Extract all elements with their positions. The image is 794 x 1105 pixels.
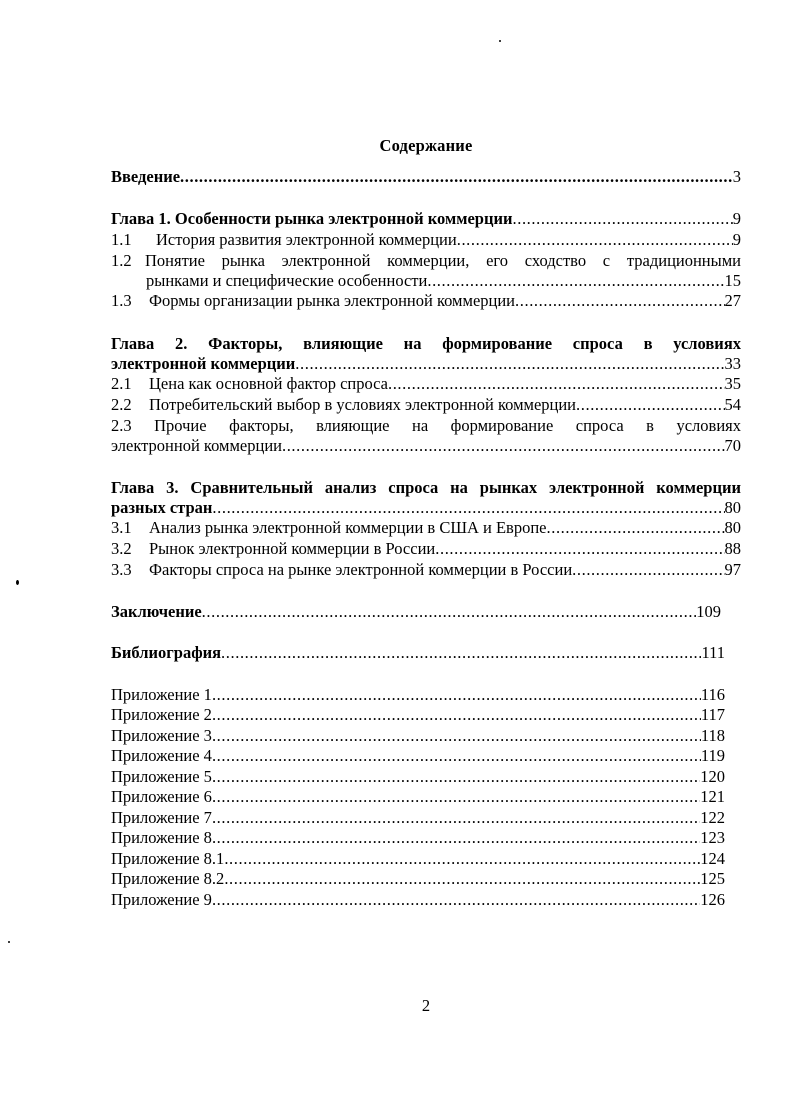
toc-section-1-2-line2[interactable] xyxy=(146,271,741,291)
dot-leader xyxy=(457,230,733,250)
toc-entry-page: 109 xyxy=(696,602,721,621)
page-title: Содержание xyxy=(379,136,473,155)
toc-appendix-1[interactable] xyxy=(111,685,725,705)
section-number: 1.2 xyxy=(111,251,132,270)
toc-appendix-8-2[interactable] xyxy=(111,869,725,889)
section-number: 3.3 xyxy=(111,560,132,579)
chapter-title-continued: разных стран xyxy=(111,498,213,517)
section-page: 54 xyxy=(724,395,741,414)
appendix-label: Приложение 5 xyxy=(111,767,212,786)
dot-leader xyxy=(212,685,701,705)
section-page: 27 xyxy=(724,291,741,310)
dot-leader xyxy=(180,167,733,187)
dot-leader xyxy=(576,395,724,415)
dot-leader xyxy=(221,643,701,663)
chapter-page: 80 xyxy=(724,498,741,517)
toc-chapter-3-line2[interactable] xyxy=(111,498,741,518)
dot-leader xyxy=(224,869,700,889)
toc-section-3-2[interactable] xyxy=(111,539,741,559)
section-label: Факторы спроса на рынке электронной коммерции в России xyxy=(149,560,573,579)
toc-section-2-2[interactable] xyxy=(111,395,741,415)
dot-leader xyxy=(212,705,701,725)
appendix-page: 119 xyxy=(700,746,725,765)
section-page: 35 xyxy=(724,374,741,393)
toc-section-1-1[interactable] xyxy=(111,230,741,250)
appendix-label: Приложение 9 xyxy=(111,890,212,909)
dot-leader xyxy=(212,767,700,787)
appendix-label: Приложение 8 xyxy=(111,828,212,847)
dot-leader xyxy=(212,890,700,910)
toc-appendix-7[interactable] xyxy=(111,808,725,828)
toc-entry-conclusion[interactable] xyxy=(111,602,721,622)
toc-appendix-6[interactable] xyxy=(111,787,725,807)
scan-speck xyxy=(8,941,10,943)
toc-section-1-3[interactable] xyxy=(111,291,741,311)
toc-entry-label: Заключение xyxy=(111,602,202,621)
toc-section-3-1[interactable] xyxy=(111,518,741,538)
section-page: 15 xyxy=(724,271,741,290)
chapter-page: 33 xyxy=(724,354,741,373)
toc-entry-label: Библиография xyxy=(111,643,222,662)
section-page: 9 xyxy=(732,230,741,249)
scan-speck xyxy=(499,40,501,42)
chapter-title-continued: электронной коммерции xyxy=(111,354,296,373)
section-label: Рынок электронной коммерции в России xyxy=(149,539,436,558)
section-label-continued: рынками и специфические особенности xyxy=(146,271,428,290)
toc-entry-bibliography[interactable] xyxy=(111,643,725,663)
appendix-page: 125 xyxy=(700,869,725,888)
appendix-page: 126 xyxy=(700,890,725,909)
toc-entry-page: 111 xyxy=(701,643,725,662)
toc-appendix-2[interactable] xyxy=(111,705,725,725)
section-number: 3.2 xyxy=(111,539,132,558)
toc-section-2-3-line2[interactable] xyxy=(111,436,741,456)
chapter-title: Глава 1. Особенности рынка электронной коммерции xyxy=(111,209,513,228)
toc-entry-label: Введение xyxy=(111,167,181,186)
toc-chapter-2-line2[interactable] xyxy=(111,354,741,374)
section-label: Анализ рынка электронной коммерции в США и Европе xyxy=(149,518,547,537)
toc-appendix-8-1[interactable] xyxy=(111,849,725,869)
dot-leader xyxy=(388,374,725,394)
section-number: 1.1 xyxy=(111,230,132,249)
appendix-label: Приложение 7 xyxy=(111,808,212,827)
appendix-label: Приложение 4 xyxy=(111,746,212,765)
section-label: Цена как основной фактор спроса xyxy=(149,374,388,393)
section-label: Потребительский выбор в условиях электронной коммерции xyxy=(149,395,577,414)
dot-leader xyxy=(572,560,724,580)
dot-leader xyxy=(212,726,701,746)
appendix-label: Приложение 3 xyxy=(111,726,212,745)
dot-leader xyxy=(427,271,724,291)
toc-chapter-3-line1[interactable]: Глава 3. Сравнительный анализ спроса на рынках электронной коммерции xyxy=(111,478,741,497)
section-page: 97 xyxy=(724,560,741,579)
toc-section-2-3-line1[interactable]: 2.3 Прочие факторы, влияющие на формирование спроса в условиях xyxy=(111,416,741,435)
dot-leader xyxy=(212,787,700,807)
appendix-page: 117 xyxy=(700,705,725,724)
appendix-label: Приложение 8.2 xyxy=(111,869,225,888)
section-page: 80 xyxy=(724,518,741,537)
appendix-label: Приложение 8.1 xyxy=(111,849,225,868)
dot-leader xyxy=(212,498,724,518)
toc-entry-intro[interactable] xyxy=(111,167,741,187)
appendix-label: Приложение 6 xyxy=(111,787,212,806)
dot-leader xyxy=(295,354,724,374)
toc-section-1-2-line1[interactable] xyxy=(111,251,741,271)
toc-chapter-1[interactable] xyxy=(111,209,741,229)
appendix-page: 116 xyxy=(700,685,725,704)
chapter-page: 9 xyxy=(732,209,741,228)
appendix-page: 120 xyxy=(700,767,725,786)
appendix-label: Приложение 1 xyxy=(111,685,212,704)
dot-leader xyxy=(513,209,733,229)
toc-appendix-8[interactable] xyxy=(111,828,725,848)
section-number: 1.3 xyxy=(111,291,132,310)
dot-leader xyxy=(515,291,724,311)
dot-leader xyxy=(547,518,725,538)
toc-appendix-4[interactable] xyxy=(111,746,725,766)
page-number: 2 xyxy=(421,996,431,1015)
dot-leader xyxy=(212,746,701,766)
dot-leader xyxy=(435,539,724,559)
appendix-page: 124 xyxy=(700,849,725,868)
toc-appendix-5[interactable] xyxy=(111,767,725,787)
dot-leader xyxy=(224,849,700,869)
dot-leader xyxy=(212,828,700,848)
section-number: 2.1 xyxy=(111,374,132,393)
section-number: 2.2 xyxy=(111,395,132,414)
toc-section-3-3[interactable] xyxy=(111,560,741,580)
toc-appendix-9[interactable] xyxy=(111,890,725,910)
scan-speck xyxy=(16,580,19,585)
section-label: История развития электронной коммерции xyxy=(156,230,457,249)
section-label: Формы организации рынка электронной коммерции xyxy=(149,291,516,310)
section-page: 70 xyxy=(724,436,741,455)
section-number: 3.1 xyxy=(111,518,132,537)
appendix-page: 123 xyxy=(700,828,725,847)
section-page: 88 xyxy=(724,539,741,558)
toc-chapter-2-line1[interactable]: Глава 2. Факторы, влияющие на формирование спроса в условиях xyxy=(111,334,741,353)
section-label: Понятие рынка электронной коммерции, его сходство с традиционными xyxy=(145,251,741,270)
appendix-page: 122 xyxy=(700,808,725,827)
appendix-page: 118 xyxy=(700,726,725,745)
dot-leader xyxy=(282,436,725,456)
toc-entry-page: 3 xyxy=(732,167,741,186)
toc-appendix-3[interactable] xyxy=(111,726,725,746)
appendix-page: 121 xyxy=(700,787,725,806)
section-label-continued: электронной коммерции xyxy=(111,436,282,455)
appendix-label: Приложение 2 xyxy=(111,705,212,724)
dot-leader xyxy=(202,602,697,622)
dot-leader xyxy=(212,808,700,828)
toc-section-2-1[interactable] xyxy=(111,374,741,394)
